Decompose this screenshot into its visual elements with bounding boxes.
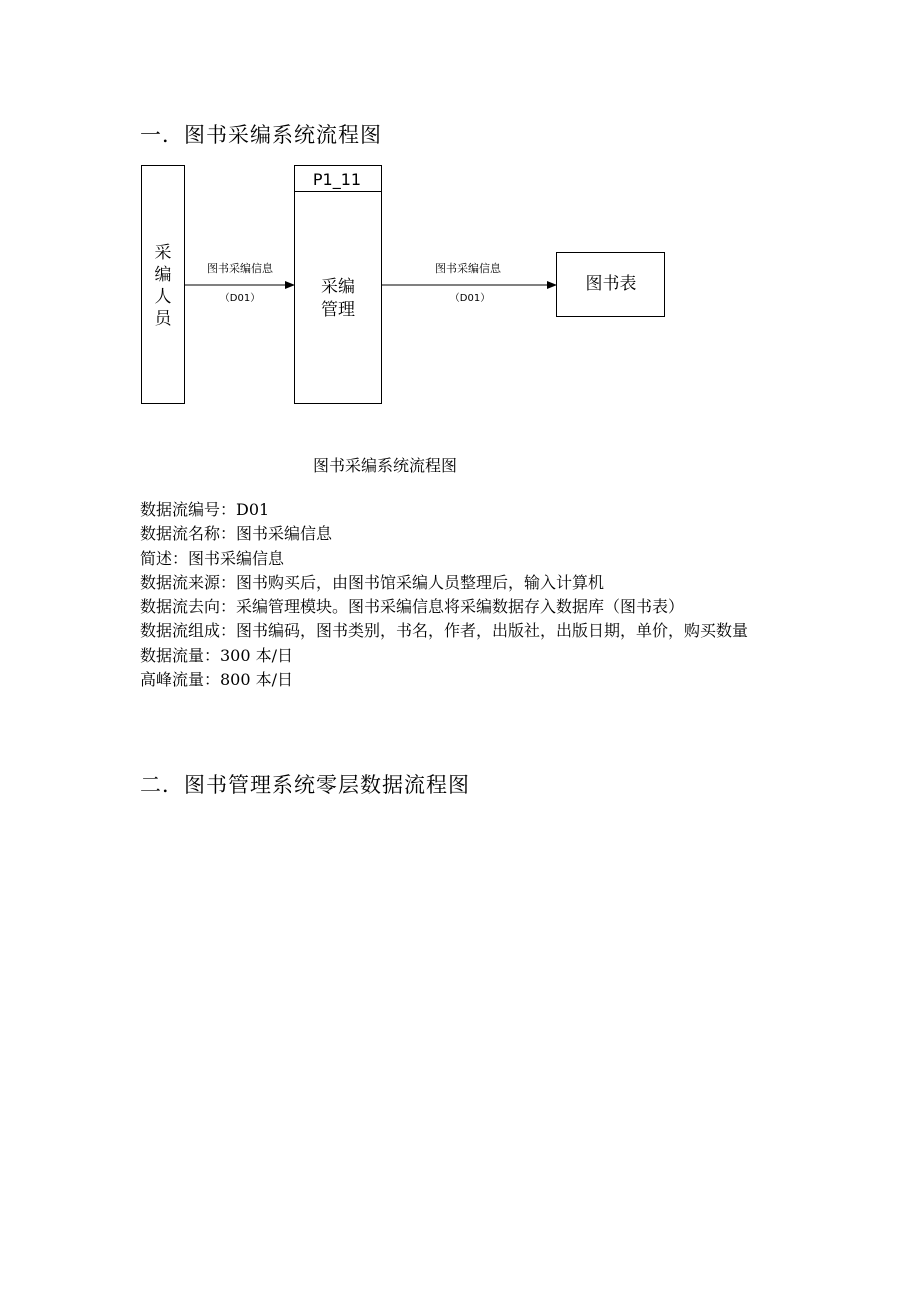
flow-label-1: 图书采编信息: [207, 262, 273, 275]
source-entity-char-3: 人: [154, 287, 172, 307]
process-name-line-1: 采编: [321, 277, 355, 297]
spec-flow-id: 数据流编号：D01: [140, 500, 270, 519]
source-entity-char-1: 采: [154, 243, 172, 263]
spec-summary: 简述：图书采编信息: [140, 548, 285, 568]
target-store-label: 图书表: [585, 274, 637, 294]
data-flow-spec: [140, 498, 790, 692]
data-flow-diagram: [0, 0, 920, 440]
section-heading-1: 一．图书采编系统流程图: [140, 123, 382, 147]
spec-flow-name: 数据流名称：图书采编信息: [140, 524, 333, 544]
spec-flow-source: 数据流来源：图书购买后，由图书馆采编人员整理后，输入计算机: [140, 572, 605, 592]
spec-flow-volume: 数据流量：300 本/日: [140, 645, 294, 665]
spec-flow-composition: 数据流组成：图书编码，图书类别，书名，作者，出版社，出版日期，单价，购买数量: [140, 621, 749, 641]
section-heading-2: 二．图书管理系统零层数据流程图: [140, 773, 470, 797]
flow-label-2: 图书采编信息: [435, 262, 501, 275]
source-entity-char-2: 编: [154, 265, 172, 285]
spec-peak-volume: 高峰流量：800 本/日: [140, 670, 294, 690]
diagram-caption: 图书采编系统流程图: [313, 456, 458, 475]
flow-code-1: （D01）: [219, 293, 261, 304]
process-name-line-2: 管理: [321, 300, 355, 320]
source-entity-char-4: 员: [154, 309, 172, 329]
spec-flow-destination: 数据流去向：采编管理模块。图书采编信息将采编数据存入数据库（图书表）: [140, 597, 685, 617]
process-id: P1_11: [312, 170, 362, 189]
flow-code-2: （D01）: [449, 293, 491, 304]
